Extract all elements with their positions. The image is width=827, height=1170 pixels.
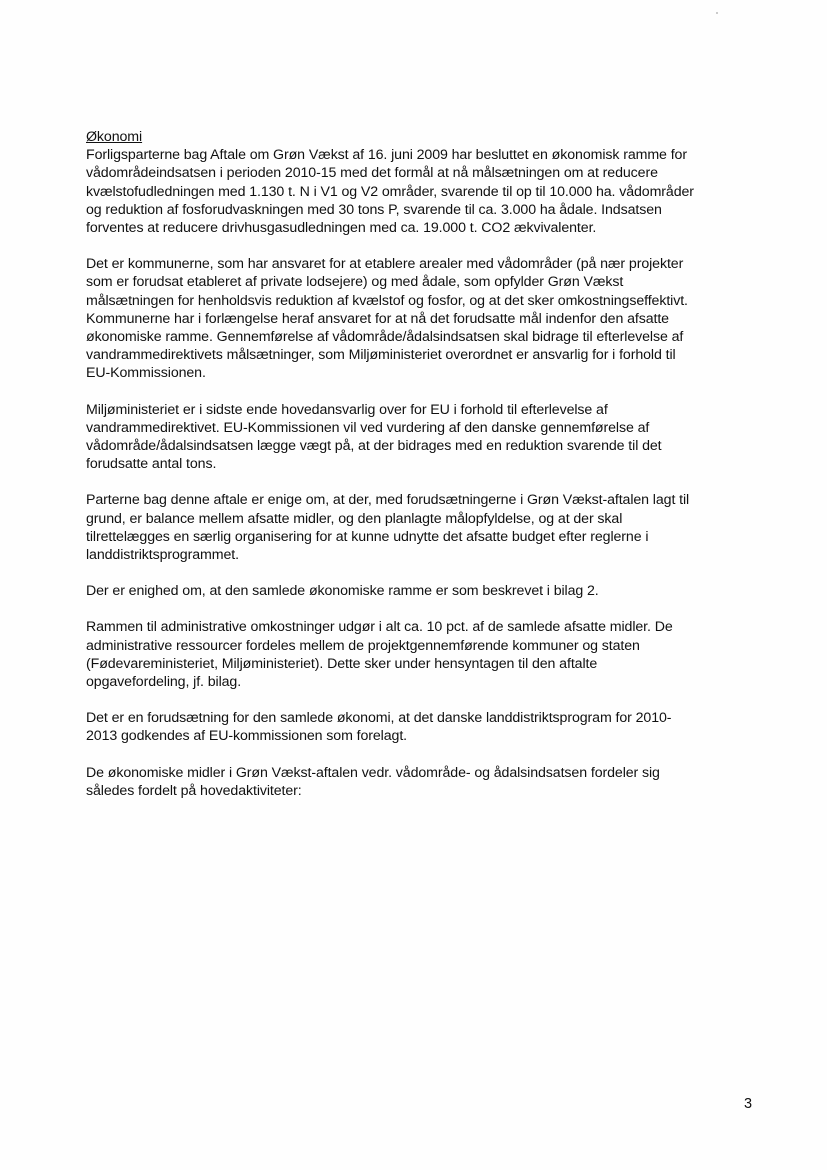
scan-speck [716, 12, 718, 14]
paragraph-3: Miljøministeriet er i sidste ende hovedansvarlig over for EU i forhold til efterlevelse af vandrammedirektivet. EU-Kommissionen vil ved vurdering af den danske gennemførelse af vådområde/ådalsindsatsen lægge vægt på, at der bidrages med en reduktion svarende til det forudsatte antal tons. [86, 401, 662, 473]
page-number: 3 [744, 1096, 753, 1112]
document-body [86, 128, 758, 818]
paragraph-5: Der er enighed om, at den samlede økonomiske ramme er som beskrevet i bilag 2. [86, 583, 599, 600]
paragraph-4: Parterne bag denne aftale er enige om, at der, med forudsætningerne i Grøn Vækst-aftalen lagt til grund, er balance mellem afsatte midler, og den planlagte målopfyldelse, og at der skal tilrettelægges en særlig organisering for at kunne udnytte det afsatte budget efter reglerne i landdistriktsprogrammet. [86, 492, 690, 564]
paragraph-7: Det er en forudsætning for den samlede økonomi, at det danske landdistriktsprogram for 2010- 2013 godkendes af EU-kommissionen som forelagt. [86, 710, 672, 745]
paragraph-2: Det er kommunerne, som har ansvaret for at etablere arealer med vådområder (på nær projekter som er forudsat etableret af private lodsejere) og med ådale, som opfylder Grøn Vækst målsætningen for henholdsvis reduktion af kvælstof og fosfor, og at det sker omkostningseffektivt. Kommunerne har i forlængelse heraf ansvaret for at nå det forudsatte mål indenfor den afsatte økonomiske ramme. Gennemførelse af vådområde/ådalsindsatsen skal bidrage til efterlevelse af vandrammedirektivets målsætninger, som Miljøministeriet overordnet er ansvarlig for i forhold til EU-Kommissionen. [86, 256, 688, 382]
paragraph-8: De økonomiske midler i Grøn Vækst-aftalen vedr. vådområde- og ådalsindsatsen fordeler sig således fordelt på hovedaktiviteter: [86, 764, 660, 799]
section-heading: Økonomi [86, 129, 143, 145]
paragraph-6: Rammen til administrative omkostninger udgør i alt ca. 10 pct. af de samlede afsatte midler. De administrative ressourcer fordeles mellem de projektgennemførende kommuner og staten (Fødevareministeriet, Miljøministeriet). Dette sker under hensyntagen til den aftalte opgavefordeling, jf. bilag. [86, 619, 673, 691]
paragraph-1: Forligsparterne bag Aftale om Grøn Vækst af 16. juni 2009 har besluttet en økonomisk ramme for vådområdeindsatsen i perioden 2010-15 med det formål at nå målsætningen om at reducere kvælstofudledningen med 1.130 t. N i V1 og V2 områder, svarende til op til 10.000 ha. vådområder og reduktion af fosforudvaskningen med 30 tons P, svarende til ca. 3.000 ha ådale. Indsatsen forventes at reducere drivhusgasudledningen med ca. 19.000 t. CO2 ækvivalenter. [86, 147, 694, 237]
